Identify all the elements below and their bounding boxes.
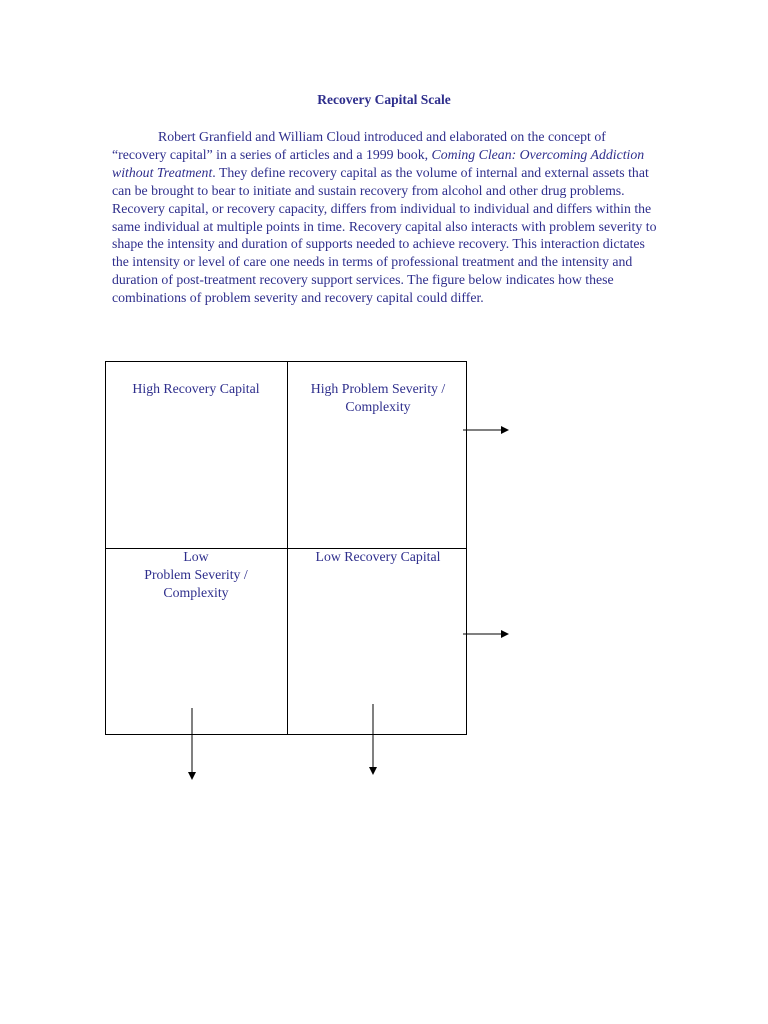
quadrant-grid <box>105 361 467 735</box>
quadrant-label: Low <box>183 549 209 564</box>
quadrant-label: Low Recovery Capital <box>315 549 441 564</box>
intro-paragraph <box>112 128 660 307</box>
quadrant-top-right <box>288 380 468 416</box>
paragraph-text-part-1: Robert Granfield and William Cloud introduced and elaborated on the concept of “recovery capital” in a series of articles and a 1999 book, <box>112 129 606 162</box>
quadrant-bottom-right <box>288 548 468 566</box>
quadrant-label: Complexity <box>163 585 229 600</box>
quadrant-label: Problem Severity / <box>144 567 248 582</box>
quadrant-top-left <box>106 380 286 398</box>
quadrant-label: High Problem Severity / <box>310 381 446 396</box>
quadrant-bottom-left <box>106 548 286 602</box>
quadrant-label: Complexity <box>345 399 411 414</box>
book-title: Coming Clean: Overcoming Addiction without Treatment <box>112 146 645 180</box>
page-title: Recovery Capital Scale <box>317 92 451 107</box>
paragraph-text-part-2: . They define recovery capital as the volume of internal and external assets that can be brought to bear to initiate and sustain recovery from alcohol and other drug problems. Recovery capital, or recovery capacity, differs from individual to individual and differs within the same individual at multiple points in time. Recovery capital also interacts with problem severity to shape the intensity and duration of supports needed to achieve recovery. This interaction dictates the intensity or level of care one needs in terms of professional treatment and the intensity and duration of post-treatment recovery support services. The figure below indicates how these combinations of problem severity and recovery capital could differ. <box>112 164 657 306</box>
quadrant-label: High Recovery Capital <box>132 381 260 396</box>
